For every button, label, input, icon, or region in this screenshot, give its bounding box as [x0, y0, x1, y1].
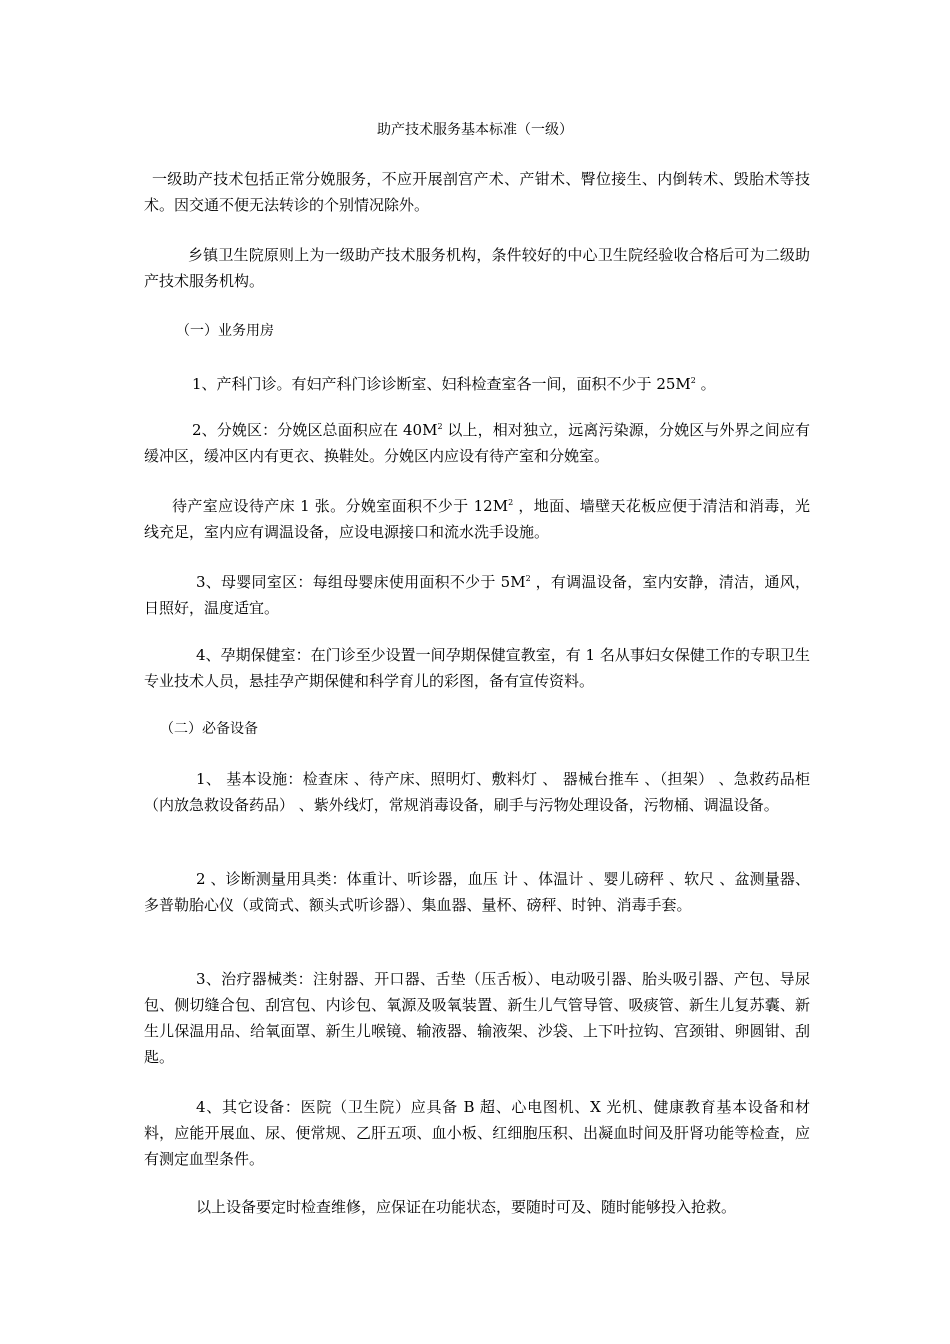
superscript: 2 — [437, 422, 443, 431]
section-1-heading: （一）业务用房 — [176, 323, 274, 339]
section-1-item-4: 4、孕期保健室：在门诊至少设置一间孕期保健宣教室，有 1 名从事妇女保健工作的专职卫生专业技术人员，悬挂孕产期保健和科学育儿的彩图，备有宣传资料。 — [144, 646, 810, 690]
section-2-item-4: 4、其它设备：医院（卫生院）应具备 B 超、心电图机、X 光机、健康教育基本设备和材料，应能开展血、尿、便常规、乙肝五项、血小板、红细胞压积、出凝血时间及肝肾功能等检查，应有测定血型条件。 — [144, 1098, 810, 1168]
section-2-heading: （二）必备设备 — [160, 721, 258, 737]
document-title: 助产技术服务基本标准（一级） — [377, 122, 573, 138]
section-1-item-2 — [144, 414, 810, 469]
section-1-item-2-text: 2、分娩区：分娩区总面积应在 40M — [192, 421, 438, 439]
superscript: 2 — [690, 376, 696, 385]
intro-paragraph-2: 乡镇卫生院原则上为一级助产技术服务机构，条件较好的中心卫生院经验收合格后可为二级助产技术服务机构。 — [144, 246, 810, 290]
intro-paragraph-1: 一级助产技术包括正常分娩服务，不应开展剖宫产术、产钳术、臀位接生、内倒转术、毁胎术等技术。因交通不便无法转诊的个别情况除外。 — [144, 170, 810, 214]
section-1-item-1-end: 。 — [695, 375, 716, 393]
section-1-item-2-extra-rest: ，地面、墙壁天花板应便于清洁和消毒，光线充足，室内应有调温设备，应设电源接口和流水洗手设施。 — [144, 497, 811, 541]
superscript: 2 — [525, 574, 531, 583]
section-2-item-3: 3、治疗器械类：注射器、开口器、舌垫（压舌板）、电动吸引器、胎头吸引器、产包、导尿包、侧切缝合包、刮宫包、内诊包、氧源及吸氧装置、新生儿气管导管、吸痰管、新生儿复苏囊、新生儿保温用品、给氧面罩、新生儿喉镜、输液器、输液架、沙袋、上下叶拉钩、宫颈钳、卵圆钳、刮匙。 — [144, 970, 810, 1066]
section-1-item-3 — [144, 566, 810, 621]
section-2-item-1: 1、 基本设施：检查床 、待产床、照明灯、敷料灯 、 器械台推车 、（担架） 、急救药品柜（内放急救设备药品） 、紫外线灯，常规消毒设备，刷手与污物处理设备，污物桶、调温设备。 — [144, 770, 810, 814]
section-2-closing: 以上设备要定时检查维修，应保证在功能状态，要随时可及、随时能够投入抢救。 — [196, 1198, 737, 1216]
section-2-item-2: 2 、诊断测量用具类：体重计、听诊器，血压 计 、体温计 、婴儿磅秤 、软尺 、盆测量器、多普勒胎心仪（或筒式、额头式听诊器）、集血器、量杯、磅秤、时钟、消毒手套。 — [144, 870, 810, 914]
section-1-item-2-extra — [144, 490, 810, 545]
section-1-item-1 — [144, 368, 810, 397]
section-1-item-2-rest: 以上，相对独立，远离污染源，分娩区与外界之间应有缓冲区，缓冲区内有更衣、换鞋处。分娩区内应设有待产室和分娩室。 — [144, 421, 810, 465]
section-1-item-1-text: 1、产科门诊。有妇产科门诊诊断室、妇科检查室各一间，面积不少于 25M — [192, 375, 691, 393]
section-1-item-2-extra-text: 待产室应设待产床 1 张。分娩室面积不少于 12M — [172, 497, 509, 515]
section-1-item-3-text: 3、母婴同室区：每组母婴床使用面积不少于 5M — [196, 573, 526, 591]
superscript: 2 — [508, 498, 514, 507]
section-1-item-3-rest: ，有调温设备，室内安静，清洁，通风，日照好，温度适宜。 — [144, 573, 810, 617]
